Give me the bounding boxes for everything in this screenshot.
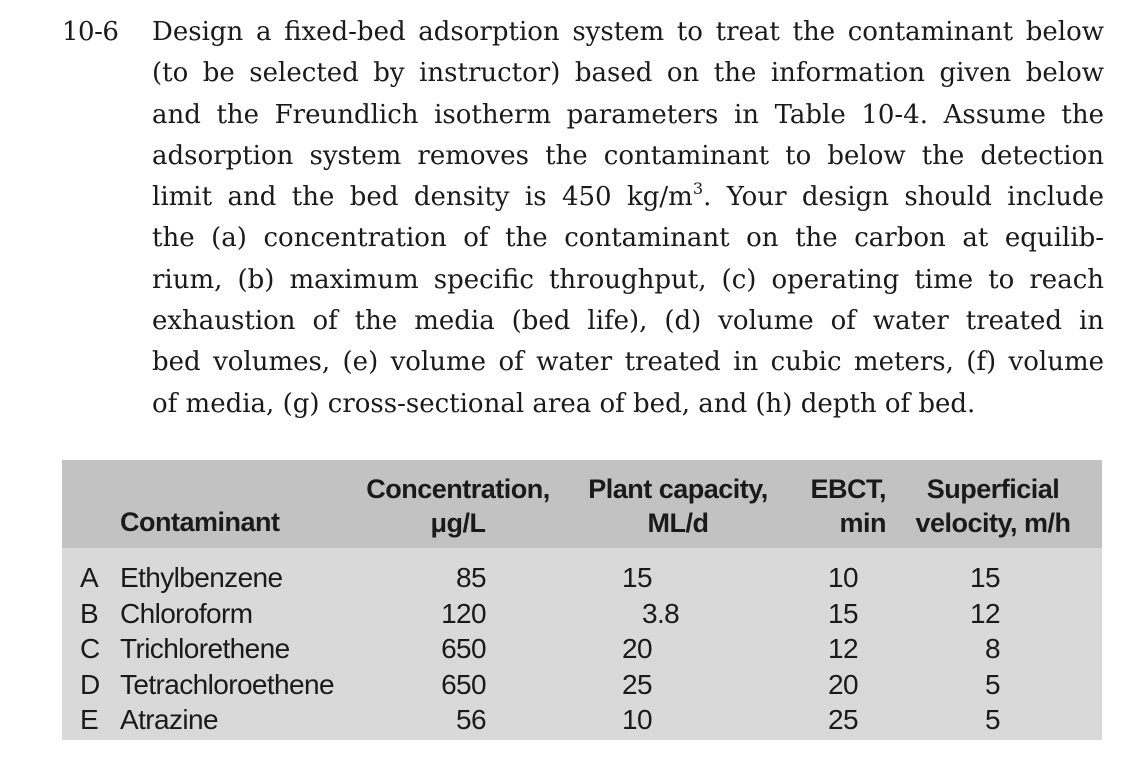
table-row: [62, 631, 1102, 667]
row-concentration: 56: [456, 704, 486, 735]
problem-line: Design a fixed-bed adsorption system to treat the contaminant below: [152, 17, 1104, 47]
header-concentration-line2: μg/L: [430, 508, 486, 538]
row-ebct: 15: [828, 597, 858, 629]
row-concentration: 650: [441, 668, 486, 700]
problem-number: 10-6: [62, 17, 119, 47]
contaminant-table: [62, 460, 1102, 740]
header-ebct: [796, 472, 886, 540]
problem-line: the (a) concentration of the contaminant on the carbon at equilib-: [152, 223, 1104, 254]
header-contaminant: Contaminant: [120, 507, 280, 537]
header-concentration: [358, 472, 558, 540]
header-capacity: [578, 472, 778, 540]
header-capacity-line1: Plant capacity,: [588, 474, 768, 504]
table-body: [62, 560, 1102, 738]
header-ebct-line2: min: [839, 508, 886, 538]
header-ebct-line1: EBCT,: [810, 474, 886, 504]
problem-statement: [62, 12, 1104, 425]
table-row: [62, 560, 1102, 596]
row-capacity: 25: [622, 668, 652, 700]
problem-line: of media, (g) cross-sectional area of bed, and (h) depth of bed.: [152, 388, 976, 419]
row-letter: A: [80, 562, 99, 593]
row-velocity: 12: [970, 597, 1000, 629]
density-superscript: 3: [692, 178, 704, 198]
table-header: [62, 460, 1102, 548]
row-concentration: 650: [441, 633, 486, 664]
row-letter: E: [80, 704, 99, 735]
problem-line: (to be selected by instructor) based on the information given below: [152, 58, 1104, 89]
problem-line: bed volumes, (e) volume of water treated in cubic meters, (f) volume: [152, 347, 1104, 378]
row-velocity: 5: [985, 704, 1000, 735]
row-capacity: 10: [622, 704, 652, 735]
row-contaminant: Atrazine: [120, 704, 218, 735]
row-capacity: 3.8: [642, 597, 680, 629]
problem-line-density: [152, 177, 1104, 218]
problem-line: exhaustion of the media (bed life), (d) volume of water treated in: [152, 306, 1104, 337]
row-contaminant: Trichlorethene: [120, 633, 290, 664]
problem-text: [152, 12, 1104, 425]
table-row: [62, 667, 1102, 703]
row-velocity: 5: [985, 668, 1000, 700]
row-velocity: 8: [985, 633, 1000, 664]
problem-line: and the Freundlich isotherm parameters in Table 10-4. Assume the: [152, 99, 1104, 130]
problem-line: adsorption system removes the contaminant to below the detection: [152, 140, 1104, 171]
row-letter: B: [80, 597, 99, 629]
row-ebct: 10: [828, 562, 858, 593]
row-concentration: 85: [456, 562, 486, 593]
row-ebct: 25: [828, 704, 858, 735]
row-capacity: 20: [622, 633, 652, 664]
header-concentration-line1: Concentration,: [366, 474, 550, 504]
row-ebct: 20: [828, 668, 858, 700]
row-contaminant: Ethylbenzene: [120, 562, 283, 593]
problem-line: rium, (b) maximum specific throughput, (c) operating time to reach: [152, 264, 1104, 295]
row-letter: D: [80, 668, 100, 700]
row-velocity: 15: [970, 562, 1000, 593]
table-row: [62, 702, 1102, 738]
header-velocity-line1: Superficial: [926, 474, 1060, 504]
row-contaminant: Tetrachloroethene: [120, 668, 334, 700]
header-capacity-line2: ML/d: [647, 508, 709, 538]
row-letter: C: [80, 633, 100, 664]
header-velocity: [898, 472, 1088, 540]
density-text: limit and the bed density is 450 kg/m: [152, 182, 693, 213]
row-ebct: 12: [828, 633, 858, 664]
row-contaminant: Chloroform: [120, 597, 253, 629]
row-concentration: 120: [441, 597, 486, 629]
header-velocity-line2: velocity, m/h: [915, 508, 1071, 538]
density-tail: . Your design should include: [703, 182, 1104, 213]
row-capacity: 15: [622, 562, 652, 593]
table-row: [62, 596, 1102, 632]
